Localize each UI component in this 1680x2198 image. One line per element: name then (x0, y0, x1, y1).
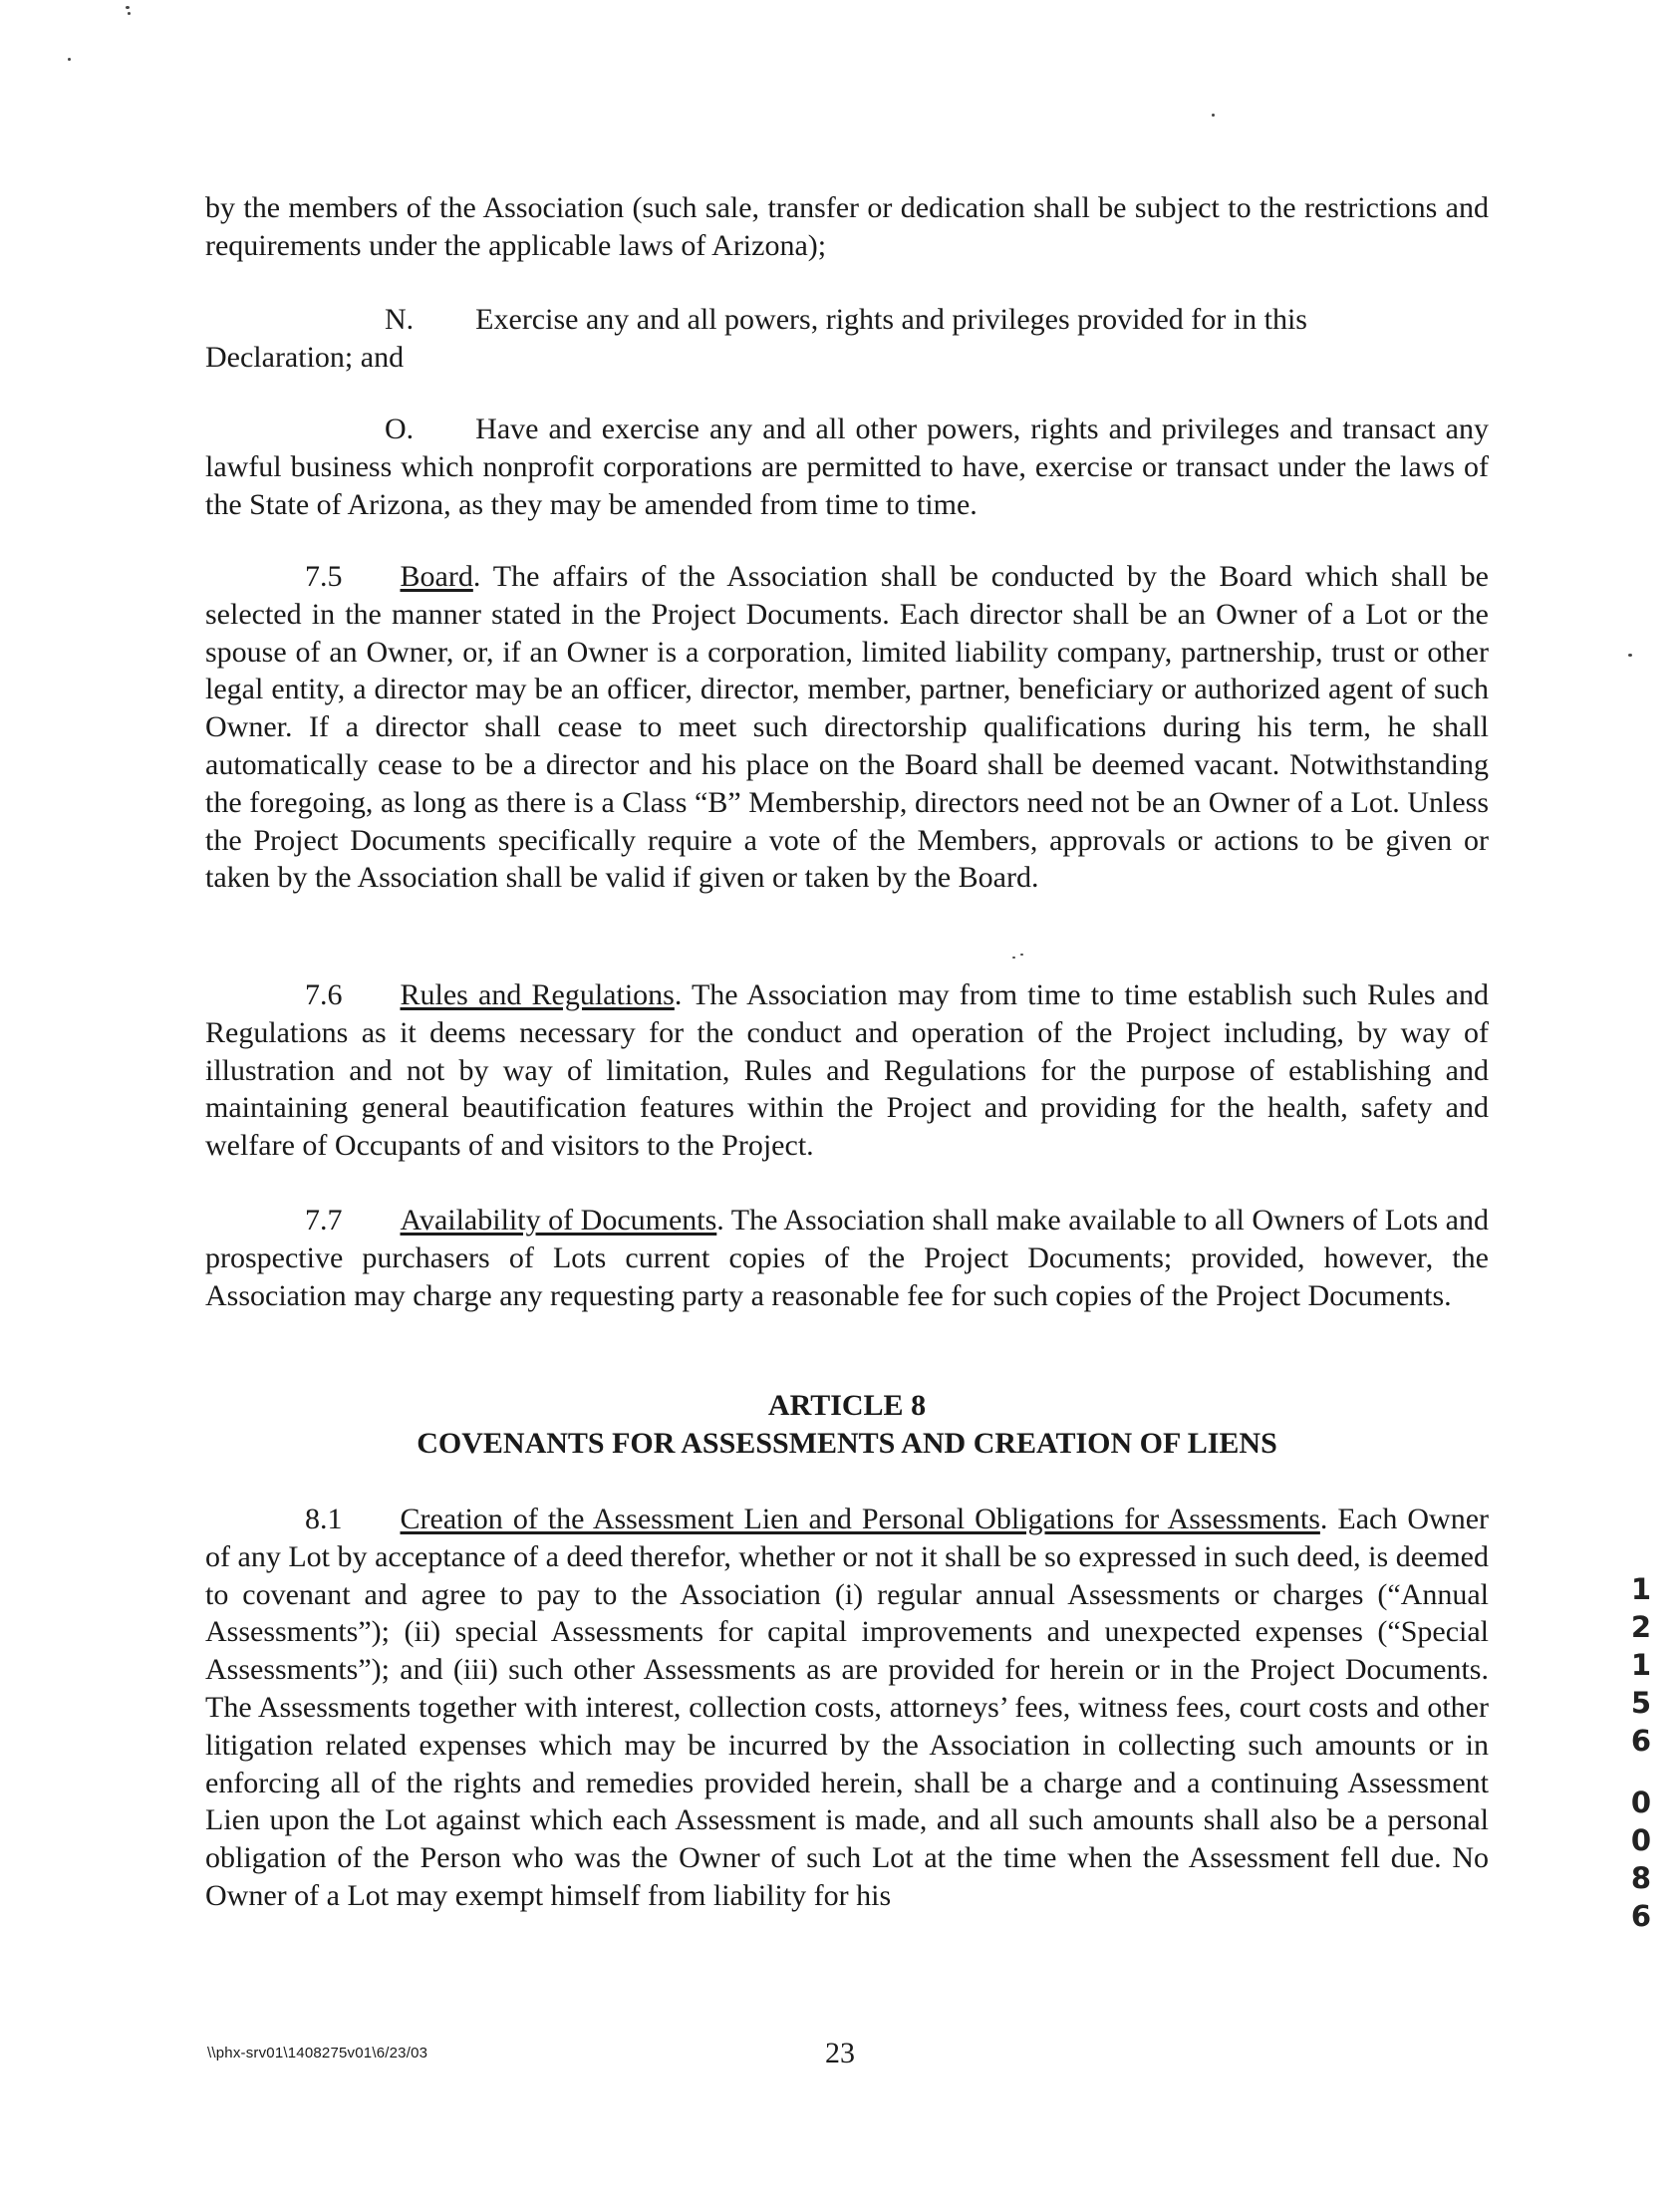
section-7-7 (205, 1202, 1489, 1314)
item-o-text: Have and exercise any and all other powers, rights and privileges and transact any lawful business which nonprofit corporations are permitted to have, exercise or transact under the laws of the State of Arizona, as they may be amended from time to time. (205, 412, 1489, 521)
section-8-1-title: Creation of the Assessment Lien and Personal Obligations for Assessments (400, 1503, 1320, 1535)
section-7-6-title: Rules and Regulations (400, 978, 675, 1011)
article-number: ARTICLE 8 (767, 1389, 927, 1422)
section-7-7-text: . The Association shall make available to all Owners of Lots and prospective purchasers of Lots current copies of the Project Documents; provided, however, the Association may charge any requesting party a reasonable fee for such copies of the Project Documents. (205, 1204, 1489, 1312)
section-7-5 (205, 558, 1489, 897)
stamp-digit: 6 (1630, 1899, 1652, 1933)
scan-speck (68, 58, 71, 61)
recording-stamp-upper (1626, 1570, 1656, 1760)
stamp-digit: 6 (1630, 1724, 1652, 1758)
item-n-label: N. (385, 303, 415, 336)
section-8-1-text: . Each Owner of any Lot by acceptance of a deed therefor, whether or not it shall be so expressed in such deed, is deemed to covenant and agree to pay to the Association (i) regular annual Assessments or charges (“Annual Assessments”); (ii) special Assessments for capital improvements and unexpected expenses (“Special Assessments”); and (iii) such other Assessments as are provided for herein or in the Project Documents. The Assessments together with interest, collection costs, attorneys’ fees, witness fees, court costs and other litigation related expenses which may be incurred by the Association in collecting such amounts or in enforcing all of the rights and remedies provided herein, shall be a charge and a continuing Assessment Lien upon the Lot against which each Assessment is made, and all such amounts shall also be a personal obligation of the Person who was the Owner of such Lot at the time when the Assessment fell due. No Owner of a Lot may exempt himself from liability for his (205, 1503, 1490, 1912)
item-o-label: O. (385, 412, 415, 445)
section-7-5-title: Board (400, 560, 473, 593)
section-8-1-number: 8.1 (305, 1503, 343, 1535)
scan-speck (1020, 954, 1023, 956)
section-7-6 (205, 976, 1489, 1165)
recording-stamp-lower (1626, 1784, 1656, 1935)
stamp-digit: 0 (1630, 1786, 1652, 1819)
item-o (205, 411, 1489, 523)
stamp-digit: 0 (1630, 1823, 1652, 1857)
section-8-1 (205, 1501, 1489, 1915)
stamp-digit: 1 (1630, 1572, 1652, 1606)
scan-speck (1212, 114, 1215, 117)
stamp-digit: 1 (1630, 1648, 1652, 1682)
item-n-rest: Declaration; and (205, 340, 405, 374)
section-7-6-text: . The Association may from time to time establish such Rules and Regulations as it deems necessary for the conduct and operation of the Project including, by way of illustration and not by way of limitation, Rules and Regulations for the purpose of establishing and maintaining general beautification features within the Project and providing for the health, safety and welfare of Occupants of and visitors to the Project. (205, 978, 1489, 1163)
scan-speck (1012, 957, 1015, 959)
stamp-digit: 5 (1630, 1686, 1652, 1720)
scan-speck (126, 6, 130, 9)
item-n (205, 301, 1489, 377)
item-n-first-line: Exercise any and all powers, rights and privileges provided for in this (475, 303, 1307, 336)
paragraph-m-continuation: by the members of the Association (such sale, transfer or dedication shall be subject to the restrictions and requirements under the applicable laws of Arizona); (205, 191, 1489, 262)
page-number: 23 (825, 2037, 855, 2069)
scan-speck (128, 12, 131, 15)
article-title: COVENANTS FOR ASSESSMENTS AND CREATION OF LIENS (417, 1427, 1277, 1460)
stamp-digit: 8 (1630, 1861, 1652, 1895)
footer-file-path: \\phx-srv01\1408275v01\6/23/03 (207, 2045, 428, 2061)
section-7-6-number: 7.6 (305, 978, 343, 1011)
section-7-5-text: . The affairs of the Association shall be conducted by the Board which shall be selected in the manner stated in the Project Documents. Each director shall be an Owner of a Lot or the spouse of an Owner, or, if an Owner is a corporation, limited liability company, partnership, trust or other legal entity, a director may be an officer, director, member, partner, beneficiary or authorized agent of such Owner. If a director shall cease to meet such directorship qualifications during his term, he shall automatically cease to be a director and his place on the Board shall be deemed vacant. Notwithstanding the foregoing, as long as there is a Class “B” Membership, directors need not be an Owner of a Lot. Unless the Project Documents specifically require a vote of the Members, approvals or actions to be given or taken by the Association shall be valid if given or taken by the Board. (205, 560, 1489, 895)
section-7-7-number: 7.7 (305, 1204, 343, 1236)
section-7-5-number: 7.5 (305, 560, 343, 593)
stamp-digit: 2 (1630, 1610, 1652, 1644)
scan-speck (1628, 654, 1632, 657)
section-7-7-title: Availability of Documents (400, 1204, 717, 1236)
